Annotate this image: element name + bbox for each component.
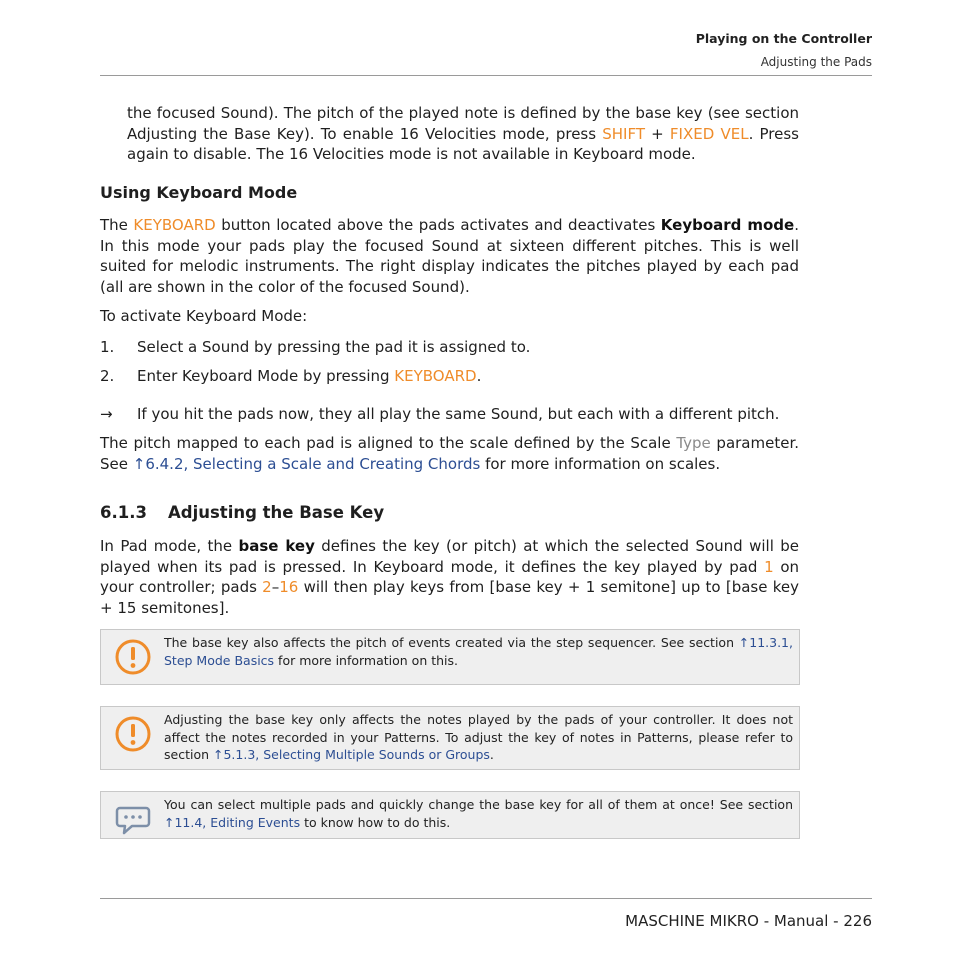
- result-arrow-icon: →: [100, 405, 113, 423]
- text: Adjusting the base key only affects the notes played by the pads of your controller. It does not affect the notes recorded in your Patterns. To adjust the key of notes in Patterns, please refer to section: [164, 712, 793, 762]
- text: .: [476, 367, 482, 385]
- text: the focused Sound). The pitch of the played note is defined by the base key (see section Adjusting the Base Key). To enable 16 Velocities mode, press: [127, 104, 799, 143]
- scale-chords-link[interactable]: ↑6.4.2, Selecting a Scale and Creating Chords: [132, 454, 481, 473]
- section-heading: [100, 503, 384, 522]
- text: In Pad mode, the: [100, 537, 239, 555]
- text: .: [489, 747, 494, 762]
- keyboard-key-label: KEYBOARD: [133, 216, 216, 234]
- step-number: 1.: [100, 338, 115, 356]
- note-text: [164, 796, 793, 831]
- base-key-term: base key: [238, 537, 315, 555]
- text: will then play keys from [base key + 1 semitone] up to [base key + 15 semitones].: [100, 578, 799, 617]
- subheading-keyboard-mode: Using Keyboard Mode: [100, 183, 298, 202]
- keyboard-mode-term: Keyboard mode: [660, 216, 795, 234]
- intro-paragraph: [127, 103, 799, 165]
- pad-16-label: 16: [279, 578, 299, 596]
- keyboard-mode-paragraph: [100, 215, 799, 297]
- note-text: [164, 711, 793, 764]
- step-number: 2.: [100, 367, 115, 385]
- running-header-title: Playing on the Controller: [695, 31, 872, 46]
- type-parameter-label: Type: [676, 434, 711, 452]
- text: +: [645, 124, 670, 143]
- text: for more information on scales.: [480, 454, 721, 473]
- text: Enter Keyboard Mode by pressing: [137, 367, 395, 385]
- warning-icon: [114, 715, 152, 753]
- pad-1-label: 1: [764, 557, 774, 576]
- step-text: Select a Sound by pressing the pad it is assigned to.: [137, 338, 531, 356]
- step-text: [137, 366, 481, 386]
- fixed-vel-key-label: FIXED VEL: [669, 124, 749, 143]
- text: The base key also affects the pitch of events created via the step sequencer. See section: [164, 635, 739, 650]
- scale-paragraph: [100, 433, 799, 474]
- tip-speech-bubble-icon: [114, 800, 152, 838]
- selecting-multiple-sounds-link[interactable]: ↑5.1.3, Selecting Multiple Sounds or Groups: [213, 747, 490, 762]
- editing-events-link[interactable]: ↑11.4, Editing Events: [164, 814, 301, 830]
- activate-intro: To activate Keyboard Mode:: [100, 307, 308, 325]
- running-header-subtitle: Adjusting the Pads: [760, 55, 872, 69]
- warning-note-2: [100, 706, 800, 770]
- tip-note: [100, 791, 800, 839]
- text: to know how to do this.: [300, 814, 451, 830]
- text: . In this mode your pads play the focused Sound at sixteen different pitches. This is well suited for melodic instruments. The right display indicates the pitches played by each pad (all are shown in the color of the focused Sound).: [100, 216, 799, 296]
- warning-note-1: [100, 629, 800, 685]
- text: button located above the pads activates and deactivates: [215, 216, 661, 234]
- step-mode-basics-link[interactable]: ↑11.3.1, Step Mode Basics: [164, 635, 793, 668]
- footer-rule: [100, 898, 872, 899]
- result-text: If you hit the pads now, they all play the same Sound, but each with a different pitch.: [137, 405, 780, 423]
- note-text: [164, 634, 793, 669]
- text: for more information on this.: [274, 652, 459, 668]
- text: The: [100, 216, 134, 234]
- header-rule: [100, 75, 872, 76]
- text: defines the key (or pitch) at which the selected Sound will be played when its pad is pressed. In Keyboard mode, it defines the key played by pad: [100, 537, 800, 576]
- text: parameter. See: [100, 434, 800, 473]
- text: The pitch mapped to each pad is aligned to the scale defined by the Scale: [100, 434, 677, 452]
- text: –: [271, 578, 280, 596]
- base-key-paragraph: [100, 536, 799, 618]
- text: You can select multiple pads and quickly change the base key for all of them at once! See section: [164, 797, 793, 812]
- warning-icon: [114, 638, 152, 676]
- section-title: Adjusting the Base Key: [168, 503, 385, 522]
- section-number: 6.1.3: [100, 503, 147, 522]
- pad-2-label: 2: [262, 578, 272, 596]
- text: on your controller; pads: [100, 557, 800, 596]
- shift-key-label: SHIFT: [602, 124, 645, 143]
- page-footer: MASCHINE MIKRO - Manual - 226: [625, 912, 872, 930]
- text: . Press again to disable. The 16 Velocities mode is not available in Keyboard mode.: [127, 124, 799, 163]
- keyboard-key-label: KEYBOARD: [394, 367, 477, 385]
